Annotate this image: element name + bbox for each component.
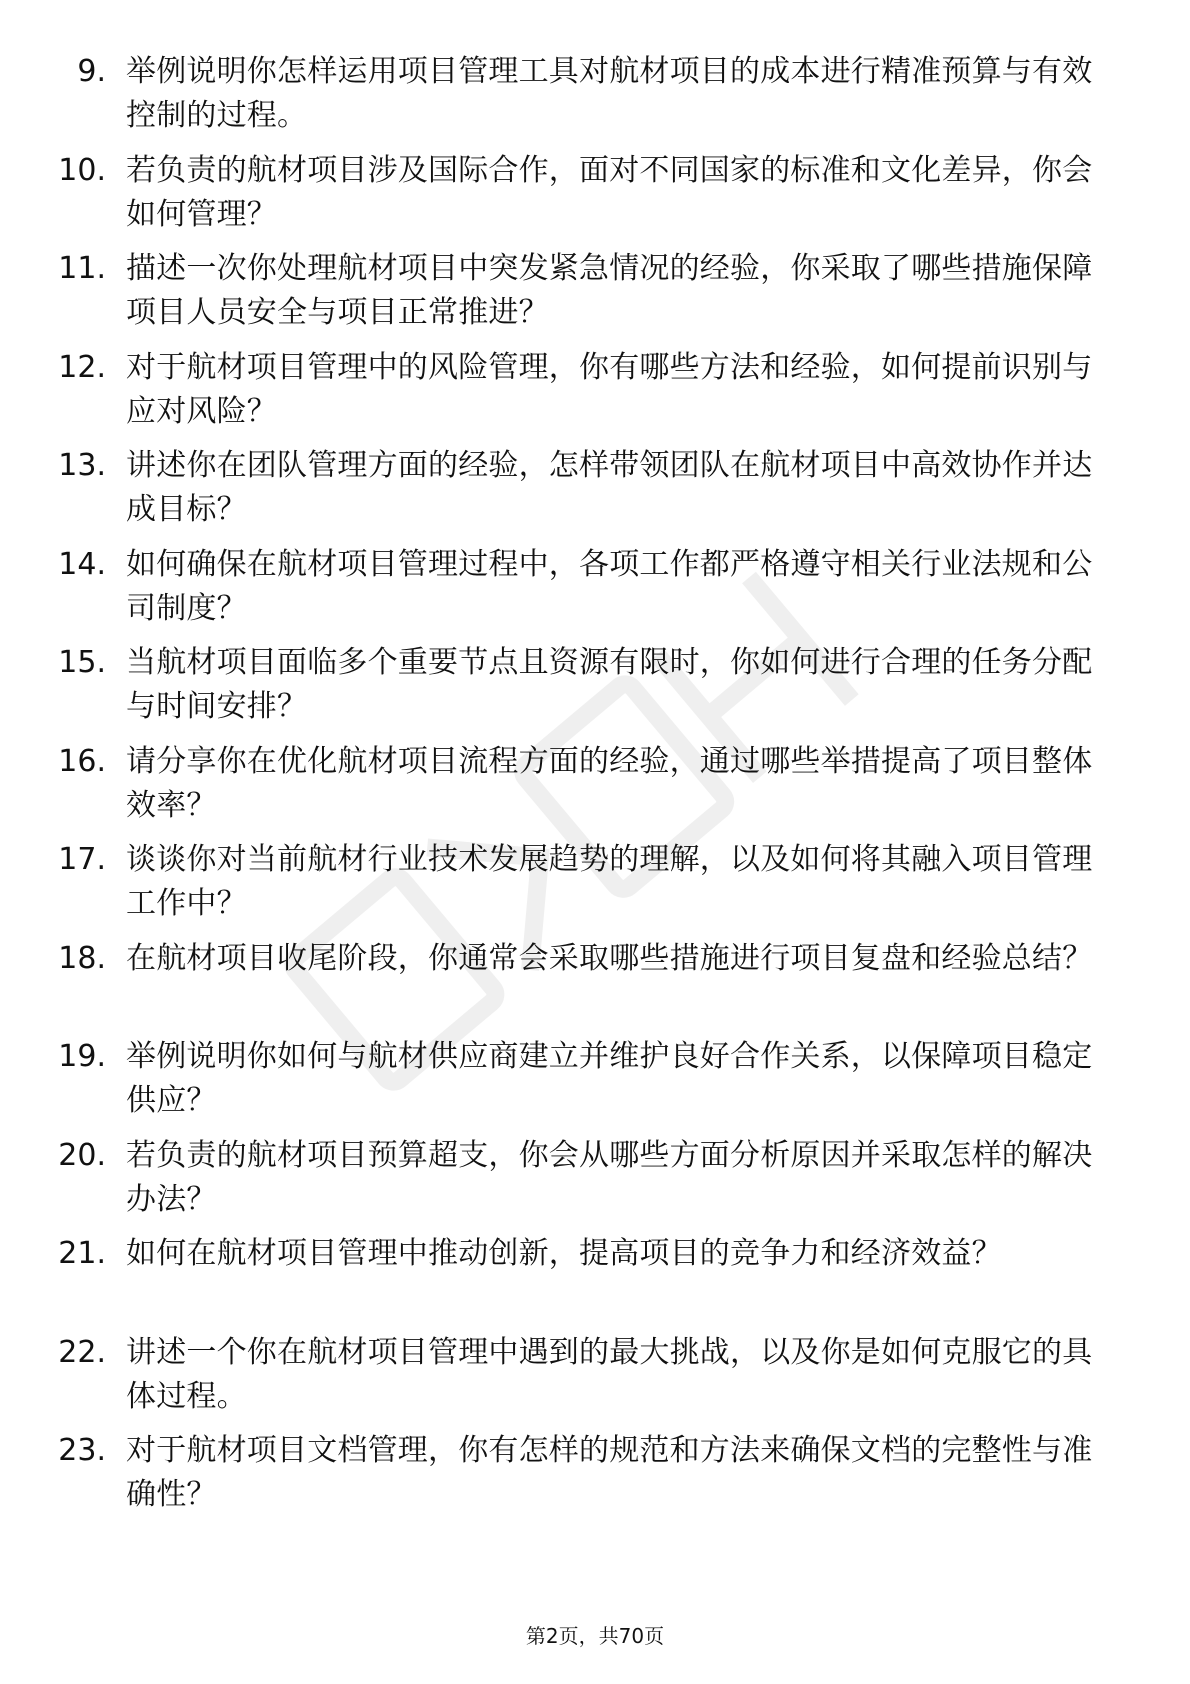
question-item [0, 149, 1190, 237]
question-number: 15. [58, 645, 106, 680]
question-number: 13. [58, 448, 106, 483]
question-item [0, 641, 1190, 729]
question-text: 请分享你在优化航材项目流程方面的经验，通过哪些举措提高了项目整体效率？ [126, 743, 1093, 823]
question-item [0, 1134, 1190, 1222]
question-text: 如何确保在航材项目管理过程中，各项工作都严格遵守相关行业法规和公司制度？ [126, 546, 1093, 626]
question-number: 17. [58, 842, 106, 877]
question-text: 描述一次你处理航材项目中突发紧急情况的经验，你采取了哪些措施保障项目人员安全与项目正常推进？ [126, 251, 1093, 330]
question-item [0, 1331, 1190, 1419]
question-number: 10. [58, 152, 106, 188]
question-number: 16. [58, 743, 106, 779]
page-footer: 第2页，共70页 [525, 1624, 665, 1648]
question-text: 谈谈你对当前航材行业技术发展趋势的理解，以及如何将其融入项目管理工作中？ [126, 842, 1093, 921]
question-text: 当航材项目面临多个重要节点且资源有限时，你如何进行合理的任务分配与时间安排？ [126, 645, 1093, 724]
question-item [0, 543, 1190, 631]
question-number: 12. [58, 349, 106, 385]
question-item [0, 444, 1190, 532]
question-number: 18. [58, 940, 106, 976]
question-text: 在航材项目收尾阶段，你通常会采取哪些措施进行项目复盘和经验总结？ [126, 940, 1093, 976]
question-item [0, 740, 1190, 828]
question-number: 21. [58, 1236, 106, 1271]
question-number: 9. [77, 54, 106, 89]
question-item [0, 1035, 1190, 1123]
question-item [0, 838, 1190, 926]
question-number: 19. [58, 1039, 106, 1074]
question-text: 讲述你在团队管理方面的经验，怎样带领团队在航材项目中高效协作并达成目标？ [126, 448, 1093, 527]
question-number: 11. [58, 251, 106, 286]
question-number: 14. [58, 546, 106, 582]
question-text: 如何在航材项目管理中推动创新，提高项目的竞争力和经济效益？ [126, 1236, 1002, 1271]
question-list [0, 50, 1190, 1528]
question-number: 20. [58, 1137, 106, 1173]
question-item [0, 937, 1190, 1025]
question-item [0, 1429, 1190, 1517]
question-text: 对于航材项目管理中的风险管理，你有哪些方法和经验，如何提前识别与应对风险？ [126, 349, 1093, 429]
question-number: 22. [58, 1334, 106, 1370]
question-item [0, 50, 1190, 138]
question-item [0, 247, 1190, 335]
question-text: 对于航材项目文档管理，你有怎样的规范和方法来确保文档的完整性与准确性？ [126, 1433, 1093, 1512]
question-text: 讲述一个你在航材项目管理中遇到的最大挑战，以及你是如何克服它的具体过程。 [126, 1334, 1093, 1414]
question-item [0, 346, 1190, 434]
question-item [0, 1232, 1190, 1320]
question-text: 举例说明你如何与航材供应商建立并维护良好合作关系，以保障项目稳定供应？ [126, 1039, 1093, 1118]
question-text: 举例说明你怎样运用项目管理工具对航材项目的成本进行精准预算与有效控制的过程。 [126, 54, 1093, 133]
question-text: 若负责的航材项目预算超支，你会从哪些方面分析原因并采取怎样的解决办法？ [126, 1137, 1093, 1217]
question-text: 若负责的航材项目涉及国际合作，面对不同国家的标准和文化差异，你会如何管理？ [126, 152, 1093, 232]
question-number: 23. [58, 1433, 106, 1468]
